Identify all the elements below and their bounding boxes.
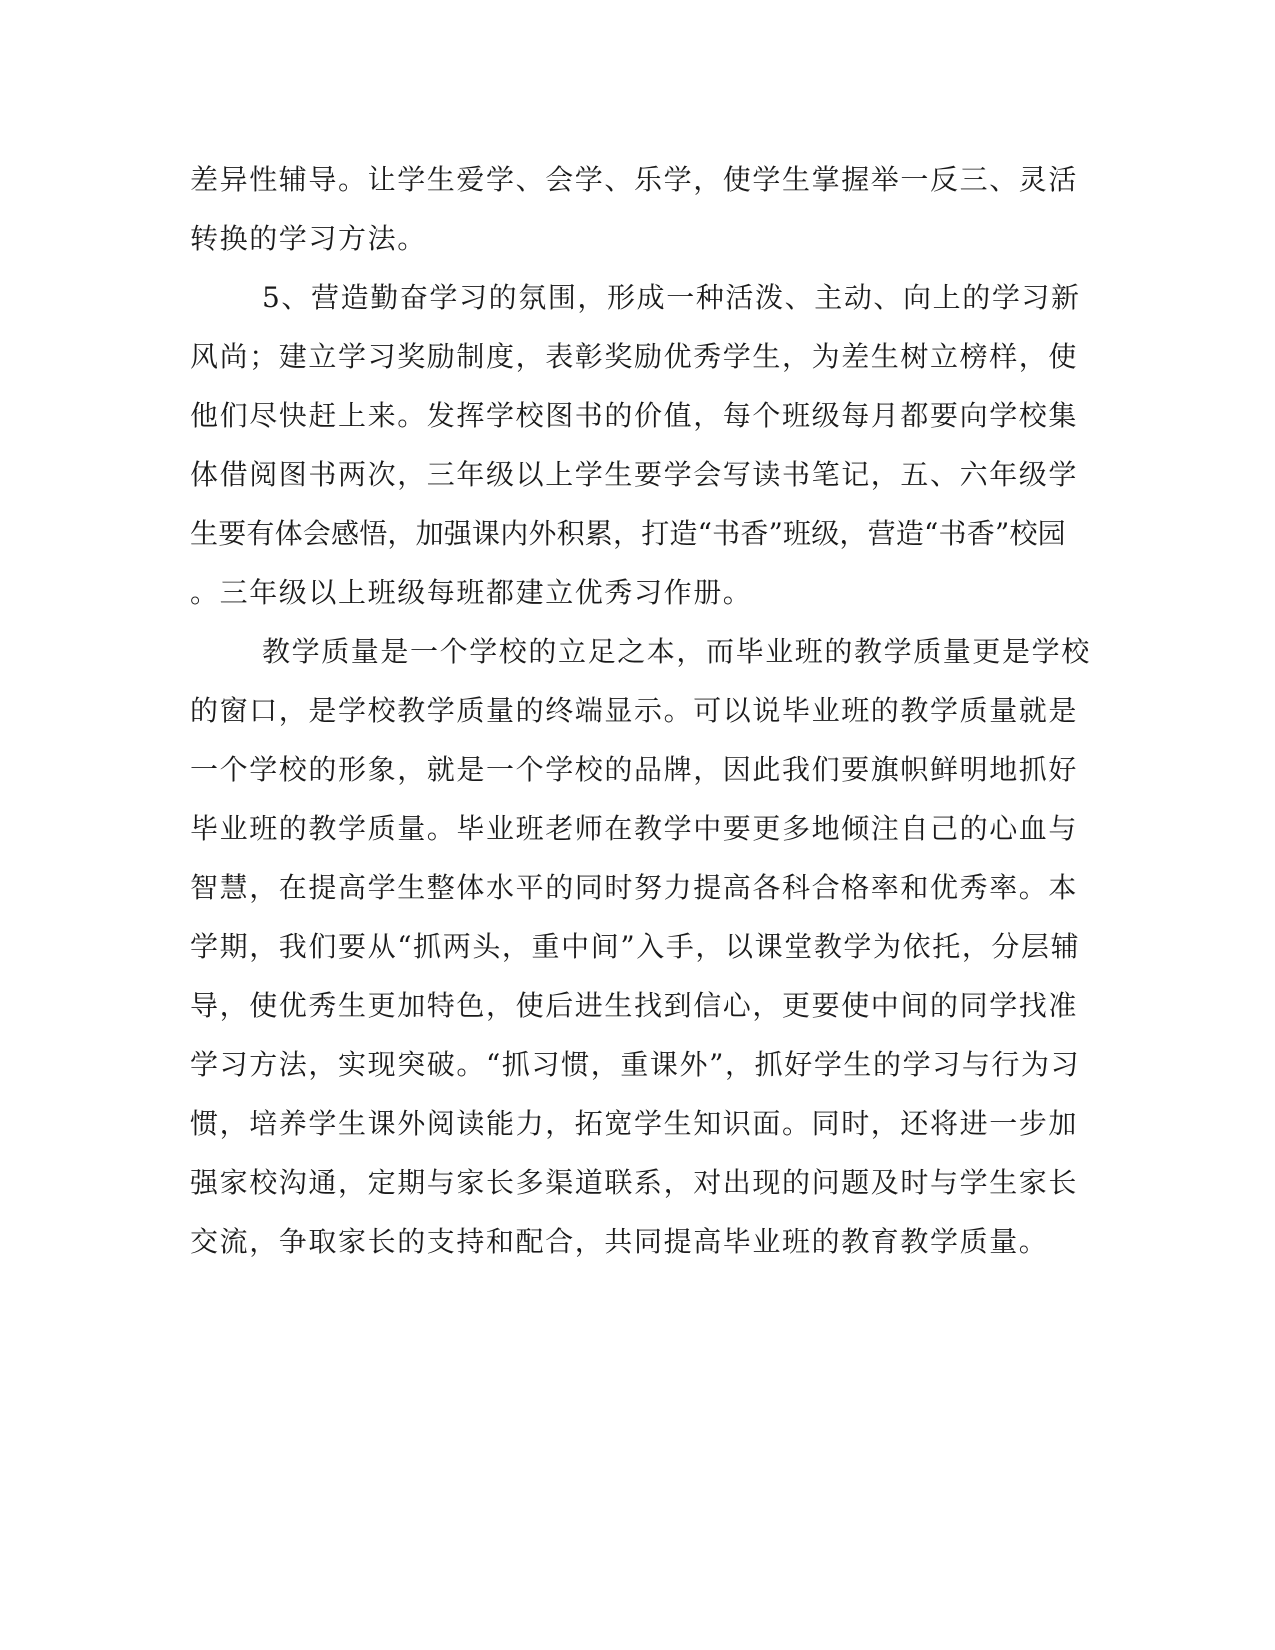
text-line: 毕业班的教学质量。毕业班老师在教学中要更多地倾注自己的心血与	[190, 812, 1079, 845]
text-line: 惯，培养学生课外阅读能力，拓宽学生知识面。同时，还将进一步加	[190, 1107, 1079, 1140]
text-line: 学习方法，实现突破。“抓习惯，重课外”，抓好学生的学习与行为习	[190, 1048, 1081, 1081]
text-line: 。三年级以上班级每班都建立优秀习作册。	[190, 576, 753, 609]
text-line: 学期，我们要从“抓两头，重中间”入手，以课堂教学为依托，分层辅	[190, 930, 1081, 963]
paragraph-start-line: 5、营造勤奋学习的氛围，形成一种活泼、主动、向上的学习新	[262, 281, 1081, 314]
text-line: 风尚；建立学习奖励制度，表彰奖励优秀学生，为差生树立榜样，使	[190, 340, 1079, 373]
text-line: 的窗口，是学校教学质量的终端显示。可以说毕业班的教学质量就是	[190, 694, 1079, 727]
paragraph-start-line: 教学质量是一个学校的立足之本，而毕业班的教学质量更是学校	[262, 635, 1091, 668]
text-line: 转换的学习方法。	[190, 222, 427, 255]
text-line: 体借阅图书两次，三年级以上学生要学会写读书笔记，五、六年级学	[190, 458, 1079, 491]
text-line: 智慧，在提高学生整体水平的同时努力提高各科合格率和优秀率。本	[190, 871, 1079, 904]
text-line: 生要有体会感悟，加强课内外积累，打造“书香”班级，营造“书香”校园	[190, 517, 1066, 550]
text-line: 一个学校的形象，就是一个学校的品牌，因此我们要旗帜鲜明地抓好	[190, 753, 1079, 786]
text-line: 差异性辅导。让学生爱学、会学、乐学，使学生掌握举一反三、灵活	[190, 163, 1079, 196]
text-line: 交流，争取家长的支持和配合，共同提高毕业班的教育教学质量。	[190, 1225, 1049, 1258]
text-line: 导，使优秀生更加特色，使后进生找到信心，更要使中间的同学找准	[190, 989, 1079, 1022]
text-line: 他们尽快赶上来。发挥学校图书的价值，每个班级每月都要向学校集	[190, 399, 1079, 432]
text-line: 强家校沟通，定期与家长多渠道联系，对出现的问题及时与学生家长	[190, 1166, 1079, 1199]
